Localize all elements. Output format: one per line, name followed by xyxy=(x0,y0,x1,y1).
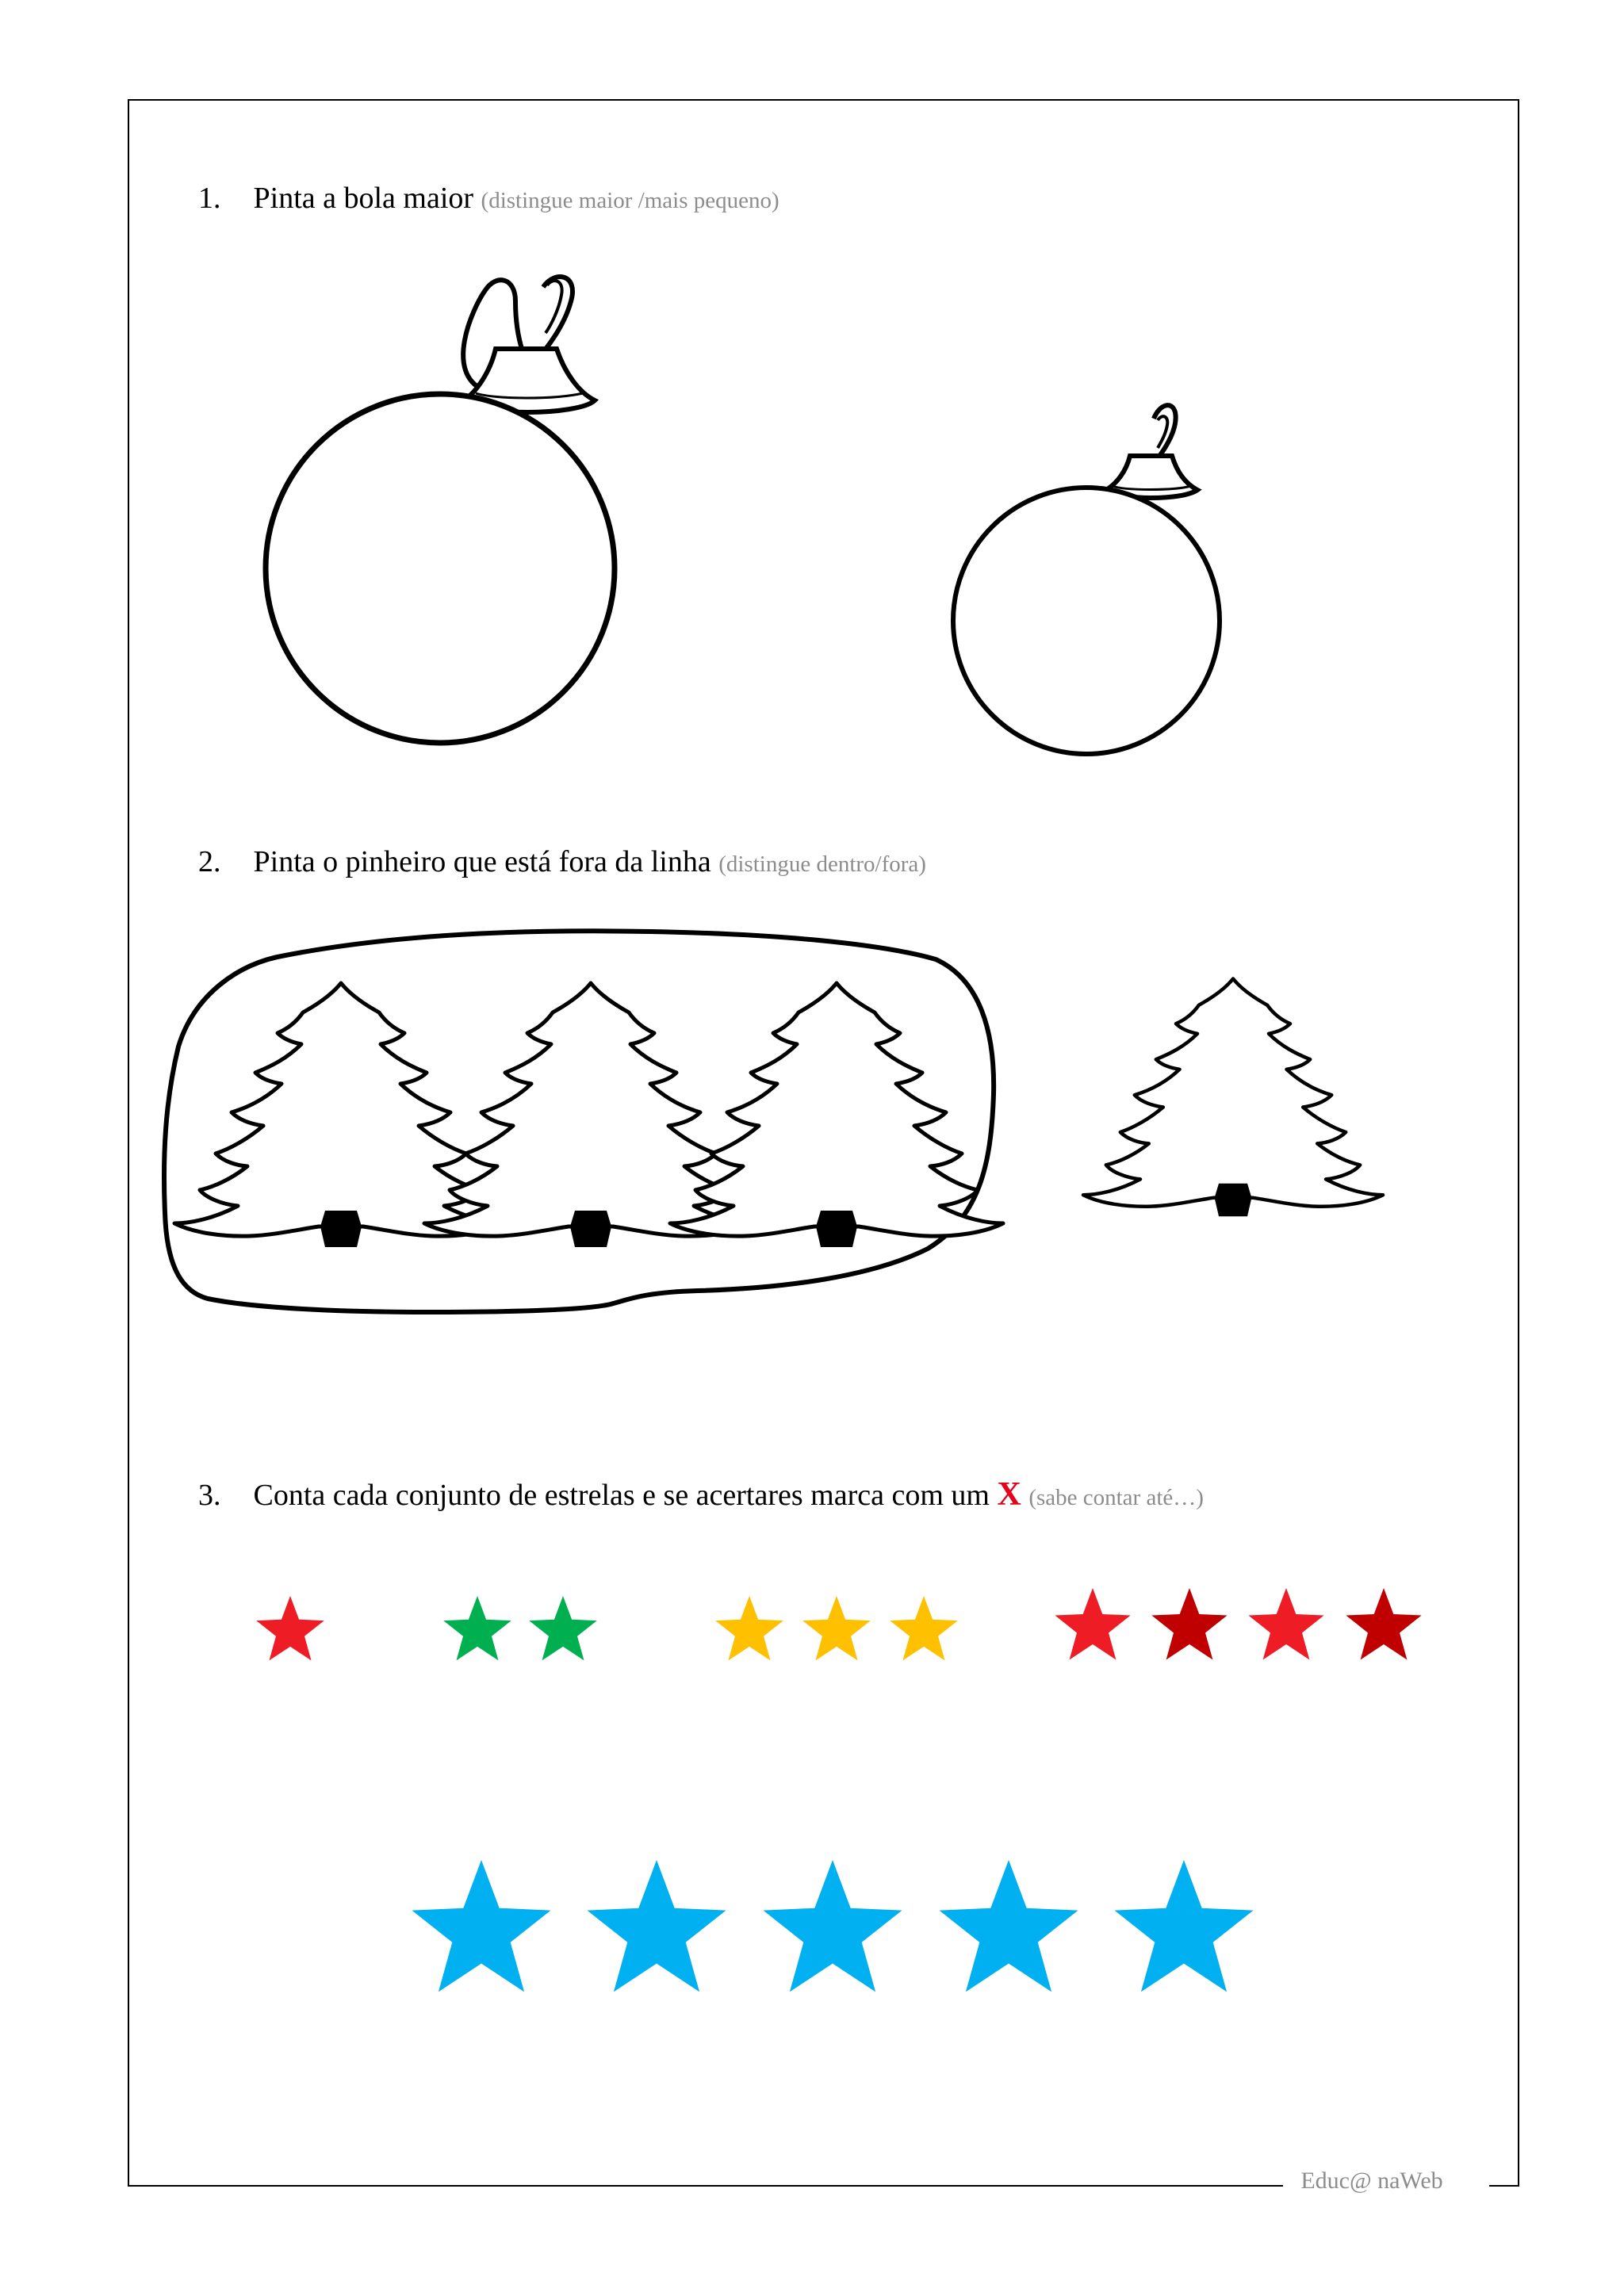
star-icon xyxy=(802,1596,871,1660)
star-icon xyxy=(256,1596,324,1660)
star-icon xyxy=(1055,1588,1130,1660)
question-1-number: 1. xyxy=(198,182,221,215)
star-icon xyxy=(1346,1588,1421,1660)
star-icon xyxy=(529,1596,597,1660)
tree-inside-1[interactable] xyxy=(174,983,508,1247)
question-1-note: (distingue maior /mais pequeno) xyxy=(481,188,779,213)
star-icon xyxy=(1248,1588,1323,1660)
star-icon xyxy=(412,1860,551,1992)
star-icon xyxy=(764,1860,902,1992)
star-icon xyxy=(890,1596,958,1660)
question-2-note: (distingue dentro/fora) xyxy=(718,851,926,877)
star-icon xyxy=(940,1860,1078,1992)
star-icon xyxy=(1115,1860,1254,1992)
question-2-text: Pinta o pinheiro que está fora da linha xyxy=(253,845,711,878)
star-group-1[interactable] xyxy=(256,1596,324,1660)
tree-outside[interactable] xyxy=(1083,979,1383,1217)
big-ornament[interactable] xyxy=(266,277,615,743)
question-2-number: 2. xyxy=(198,845,221,878)
footer-credit: Educ@ naWeb xyxy=(1300,2168,1443,2194)
star-icon xyxy=(1151,1588,1227,1660)
star-groups xyxy=(256,1588,1421,1992)
question-3-note: (sabe contar até…) xyxy=(1028,1485,1204,1510)
star-icon xyxy=(443,1596,511,1660)
star-icon xyxy=(588,1860,726,1992)
small-ornament[interactable] xyxy=(953,405,1220,754)
star-group-2[interactable] xyxy=(443,1596,597,1660)
x-mark: X xyxy=(997,1476,1021,1513)
question-1-text: Pinta a bola maior xyxy=(253,182,474,215)
star-group-3[interactable] xyxy=(715,1596,958,1660)
question-3-text: Conta cada conjunto de estrelas e se acertares marca com um xyxy=(253,1479,990,1512)
star-icon xyxy=(715,1596,783,1660)
tree-inside-2[interactable] xyxy=(424,983,757,1247)
star-group-5[interactable] xyxy=(412,1860,1254,1992)
star-group-4[interactable] xyxy=(1055,1588,1421,1660)
question-3-number: 3. xyxy=(198,1479,221,1512)
tree-inside-3[interactable] xyxy=(670,983,1003,1247)
